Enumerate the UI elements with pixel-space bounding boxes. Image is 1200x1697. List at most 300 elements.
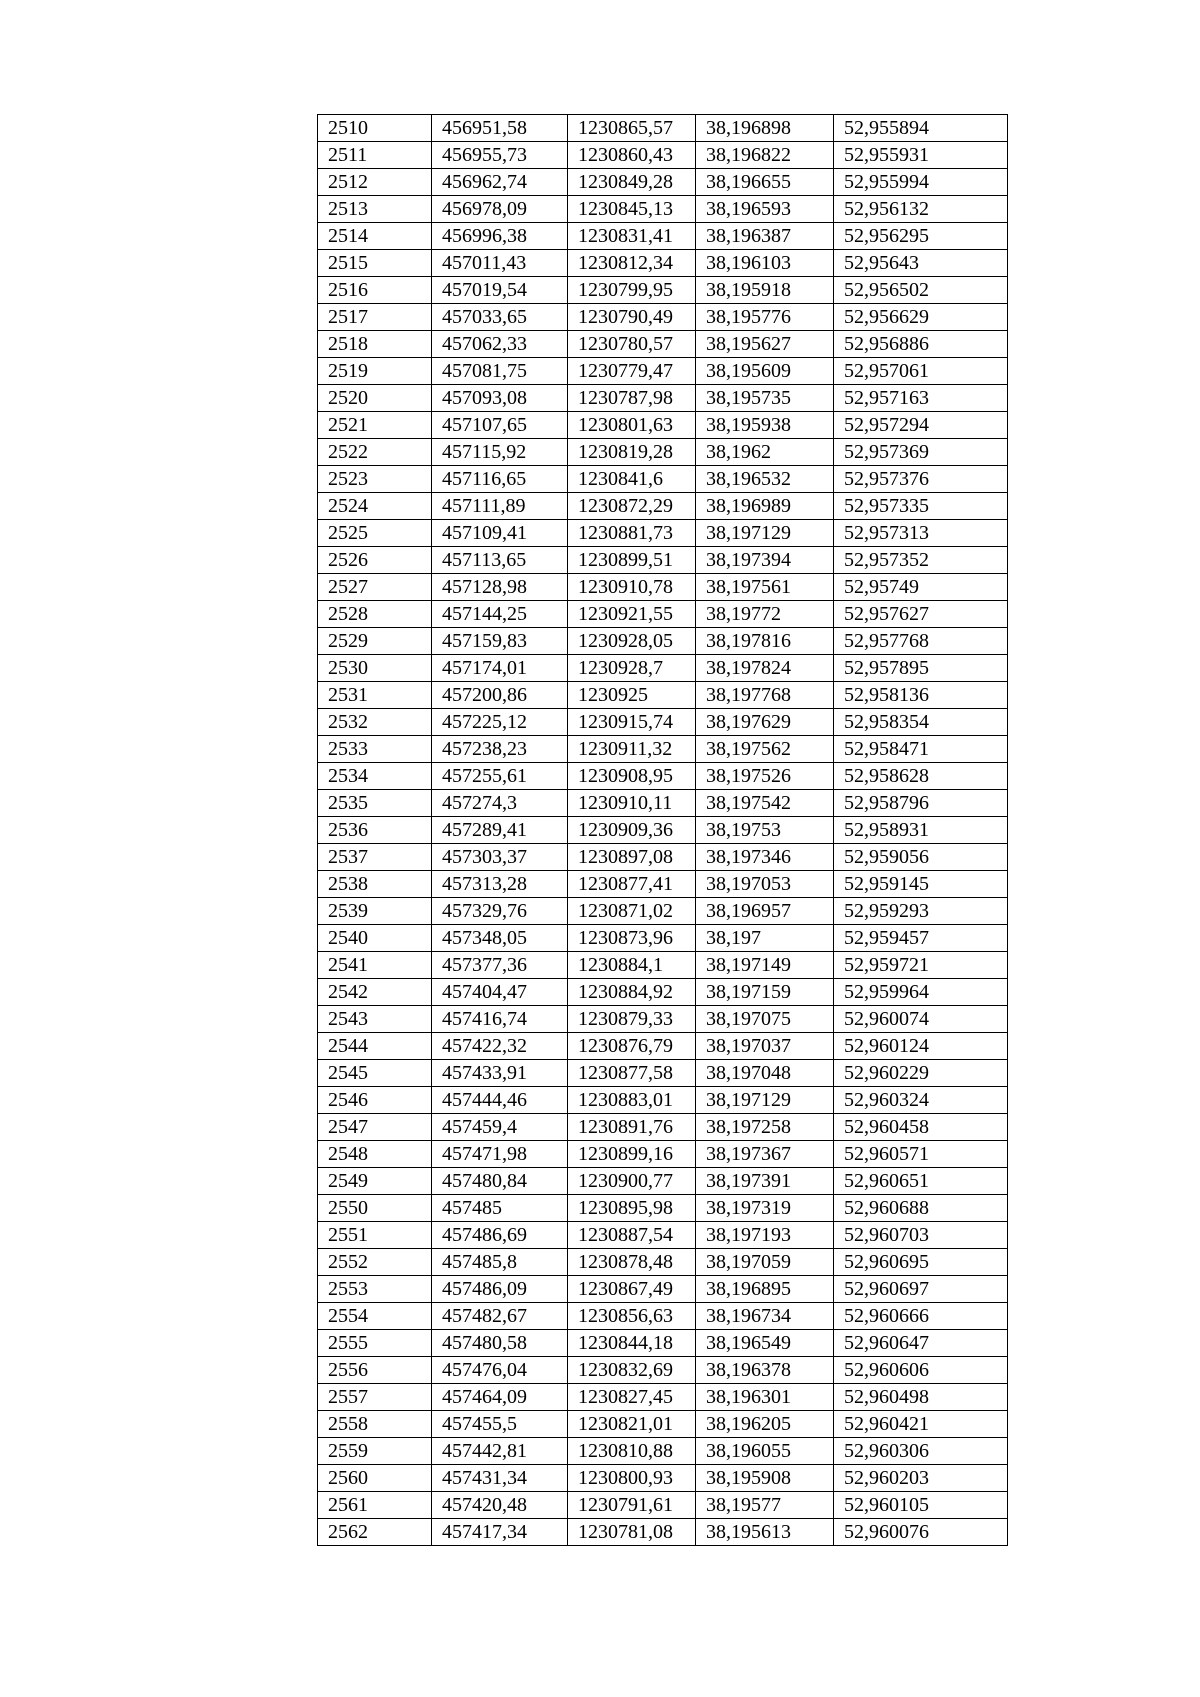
- longitude-cell: 38,1962: [696, 439, 834, 466]
- longitude-cell: 38,197367: [696, 1141, 834, 1168]
- x-coordinate-cell: 457455,5: [432, 1411, 568, 1438]
- longitude-cell: 38,195609: [696, 358, 834, 385]
- x-coordinate-cell: 457093,08: [432, 385, 568, 412]
- table-row: [318, 601, 1008, 628]
- latitude-cell: 52,957163: [834, 385, 1008, 412]
- latitude-cell: 52,960229: [834, 1060, 1008, 1087]
- point-number-cell: 2518: [318, 331, 432, 358]
- point-number-cell: 2530: [318, 655, 432, 682]
- x-coordinate-cell: 457482,67: [432, 1303, 568, 1330]
- longitude-cell: 38,195627: [696, 331, 834, 358]
- table-row: [318, 1492, 1008, 1519]
- point-number-cell: 2546: [318, 1087, 432, 1114]
- x-coordinate-cell: 457404,47: [432, 979, 568, 1006]
- longitude-cell: 38,197193: [696, 1222, 834, 1249]
- x-coordinate-cell: 457416,74: [432, 1006, 568, 1033]
- point-number-cell: 2540: [318, 925, 432, 952]
- x-coordinate-cell: 457476,04: [432, 1357, 568, 1384]
- table-row: [318, 115, 1008, 142]
- latitude-cell: 52,957627: [834, 601, 1008, 628]
- point-number-cell: 2534: [318, 763, 432, 790]
- x-coordinate-cell: 457417,34: [432, 1519, 568, 1546]
- x-coordinate-cell: 457174,01: [432, 655, 568, 682]
- x-coordinate-cell: 457348,05: [432, 925, 568, 952]
- table-row: [318, 1303, 1008, 1330]
- y-coordinate-cell: 1230790,49: [568, 304, 696, 331]
- y-coordinate-cell: 1230865,57: [568, 115, 696, 142]
- x-coordinate-cell: 457200,86: [432, 682, 568, 709]
- point-number-cell: 2527: [318, 574, 432, 601]
- table-row: [318, 439, 1008, 466]
- point-number-cell: 2533: [318, 736, 432, 763]
- longitude-cell: 38,197: [696, 925, 834, 952]
- latitude-cell: 52,956629: [834, 304, 1008, 331]
- y-coordinate-cell: 1230860,43: [568, 142, 696, 169]
- point-number-cell: 2556: [318, 1357, 432, 1384]
- latitude-cell: 52,960647: [834, 1330, 1008, 1357]
- latitude-cell: 52,960697: [834, 1276, 1008, 1303]
- x-coordinate-cell: 457485,8: [432, 1249, 568, 1276]
- x-coordinate-cell: 457377,36: [432, 952, 568, 979]
- table-row: [318, 736, 1008, 763]
- latitude-cell: 52,960651: [834, 1168, 1008, 1195]
- latitude-cell: 52,956502: [834, 277, 1008, 304]
- latitude-cell: 52,960076: [834, 1519, 1008, 1546]
- y-coordinate-cell: 1230779,47: [568, 358, 696, 385]
- latitude-cell: 52,957369: [834, 439, 1008, 466]
- table-row: [318, 1006, 1008, 1033]
- point-number-cell: 2558: [318, 1411, 432, 1438]
- latitude-cell: 52,960703: [834, 1222, 1008, 1249]
- table-row: [318, 1033, 1008, 1060]
- table-row: [318, 1087, 1008, 1114]
- x-coordinate-cell: 457303,37: [432, 844, 568, 871]
- longitude-cell: 38,196895: [696, 1276, 834, 1303]
- table-row: [318, 1195, 1008, 1222]
- latitude-cell: 52,960324: [834, 1087, 1008, 1114]
- y-coordinate-cell: 1230897,08: [568, 844, 696, 871]
- table-row: [318, 1114, 1008, 1141]
- table-row: [318, 169, 1008, 196]
- y-coordinate-cell: 1230887,54: [568, 1222, 696, 1249]
- x-coordinate-cell: 457113,65: [432, 547, 568, 574]
- table-row: [318, 1519, 1008, 1546]
- x-coordinate-cell: 457033,65: [432, 304, 568, 331]
- x-coordinate-cell: 457420,48: [432, 1492, 568, 1519]
- y-coordinate-cell: 1230879,33: [568, 1006, 696, 1033]
- table-row: [318, 331, 1008, 358]
- longitude-cell: 38,195938: [696, 412, 834, 439]
- y-coordinate-cell: 1230844,18: [568, 1330, 696, 1357]
- latitude-cell: 52,960124: [834, 1033, 1008, 1060]
- x-coordinate-cell: 456955,73: [432, 142, 568, 169]
- x-coordinate-cell: 457274,3: [432, 790, 568, 817]
- table-row: [318, 682, 1008, 709]
- point-number-cell: 2516: [318, 277, 432, 304]
- latitude-cell: 52,958796: [834, 790, 1008, 817]
- longitude-cell: 38,196822: [696, 142, 834, 169]
- x-coordinate-cell: 457471,98: [432, 1141, 568, 1168]
- longitude-cell: 38,195776: [696, 304, 834, 331]
- table-row: [318, 277, 1008, 304]
- latitude-cell: 52,959721: [834, 952, 1008, 979]
- y-coordinate-cell: 1230810,88: [568, 1438, 696, 1465]
- latitude-cell: 52,95749: [834, 574, 1008, 601]
- y-coordinate-cell: 1230787,98: [568, 385, 696, 412]
- y-coordinate-cell: 1230895,98: [568, 1195, 696, 1222]
- latitude-cell: 52,957294: [834, 412, 1008, 439]
- longitude-cell: 38,197319: [696, 1195, 834, 1222]
- x-coordinate-cell: 456951,58: [432, 115, 568, 142]
- table-row: [318, 385, 1008, 412]
- y-coordinate-cell: 1230799,95: [568, 277, 696, 304]
- latitude-cell: 52,955931: [834, 142, 1008, 169]
- y-coordinate-cell: 1230891,76: [568, 1114, 696, 1141]
- x-coordinate-cell: 457109,41: [432, 520, 568, 547]
- y-coordinate-cell: 1230925: [568, 682, 696, 709]
- table-row: [318, 817, 1008, 844]
- x-coordinate-cell: 457485: [432, 1195, 568, 1222]
- point-number-cell: 2521: [318, 412, 432, 439]
- point-number-cell: 2550: [318, 1195, 432, 1222]
- x-coordinate-cell: 457238,23: [432, 736, 568, 763]
- y-coordinate-cell: 1230911,32: [568, 736, 696, 763]
- longitude-cell: 38,197542: [696, 790, 834, 817]
- latitude-cell: 52,959457: [834, 925, 1008, 952]
- x-coordinate-cell: 457422,32: [432, 1033, 568, 1060]
- y-coordinate-cell: 1230845,13: [568, 196, 696, 223]
- table-row: [318, 1249, 1008, 1276]
- x-coordinate-cell: 457107,65: [432, 412, 568, 439]
- latitude-cell: 52,957313: [834, 520, 1008, 547]
- y-coordinate-cell: 1230832,69: [568, 1357, 696, 1384]
- point-number-cell: 2538: [318, 871, 432, 898]
- longitude-cell: 38,196378: [696, 1357, 834, 1384]
- y-coordinate-cell: 1230921,55: [568, 601, 696, 628]
- longitude-cell: 38,19753: [696, 817, 834, 844]
- point-number-cell: 2548: [318, 1141, 432, 1168]
- y-coordinate-cell: 1230780,57: [568, 331, 696, 358]
- longitude-cell: 38,197258: [696, 1114, 834, 1141]
- x-coordinate-cell: 457011,43: [432, 250, 568, 277]
- longitude-cell: 38,197037: [696, 1033, 834, 1060]
- longitude-cell: 38,196898: [696, 115, 834, 142]
- y-coordinate-cell: 1230884,92: [568, 979, 696, 1006]
- y-coordinate-cell: 1230900,77: [568, 1168, 696, 1195]
- latitude-cell: 52,959056: [834, 844, 1008, 871]
- x-coordinate-cell: 457431,34: [432, 1465, 568, 1492]
- table-row: [318, 925, 1008, 952]
- longitude-cell: 38,195908: [696, 1465, 834, 1492]
- longitude-cell: 38,197824: [696, 655, 834, 682]
- latitude-cell: 52,959145: [834, 871, 1008, 898]
- longitude-cell: 38,197129: [696, 520, 834, 547]
- longitude-cell: 38,197768: [696, 682, 834, 709]
- x-coordinate-cell: 457128,98: [432, 574, 568, 601]
- table-row: [318, 547, 1008, 574]
- x-coordinate-cell: 456962,74: [432, 169, 568, 196]
- y-coordinate-cell: 1230881,73: [568, 520, 696, 547]
- point-number-cell: 2553: [318, 1276, 432, 1303]
- x-coordinate-cell: 456996,38: [432, 223, 568, 250]
- table-row: [318, 709, 1008, 736]
- point-number-cell: 2541: [318, 952, 432, 979]
- latitude-cell: 52,959293: [834, 898, 1008, 925]
- longitude-cell: 38,197053: [696, 871, 834, 898]
- longitude-cell: 38,197816: [696, 628, 834, 655]
- x-coordinate-cell: 457464,09: [432, 1384, 568, 1411]
- latitude-cell: 52,960688: [834, 1195, 1008, 1222]
- point-number-cell: 2517: [318, 304, 432, 331]
- y-coordinate-cell: 1230821,01: [568, 1411, 696, 1438]
- table-row: [318, 250, 1008, 277]
- longitude-cell: 38,197149: [696, 952, 834, 979]
- y-coordinate-cell: 1230872,29: [568, 493, 696, 520]
- point-number-cell: 2511: [318, 142, 432, 169]
- longitude-cell: 38,196532: [696, 466, 834, 493]
- latitude-cell: 52,957768: [834, 628, 1008, 655]
- point-number-cell: 2547: [318, 1114, 432, 1141]
- longitude-cell: 38,196301: [696, 1384, 834, 1411]
- longitude-cell: 38,19772: [696, 601, 834, 628]
- table-row: [318, 493, 1008, 520]
- latitude-cell: 52,957895: [834, 655, 1008, 682]
- latitude-cell: 52,957061: [834, 358, 1008, 385]
- y-coordinate-cell: 1230867,49: [568, 1276, 696, 1303]
- table-row: [318, 304, 1008, 331]
- longitude-cell: 38,197526: [696, 763, 834, 790]
- point-number-cell: 2515: [318, 250, 432, 277]
- point-number-cell: 2554: [318, 1303, 432, 1330]
- latitude-cell: 52,960105: [834, 1492, 1008, 1519]
- latitude-cell: 52,960074: [834, 1006, 1008, 1033]
- latitude-cell: 52,960571: [834, 1141, 1008, 1168]
- point-number-cell: 2526: [318, 547, 432, 574]
- y-coordinate-cell: 1230841,6: [568, 466, 696, 493]
- longitude-cell: 38,196055: [696, 1438, 834, 1465]
- table-row: [318, 1168, 1008, 1195]
- latitude-cell: 52,960498: [834, 1384, 1008, 1411]
- table-row: [318, 952, 1008, 979]
- y-coordinate-cell: 1230819,28: [568, 439, 696, 466]
- y-coordinate-cell: 1230908,95: [568, 763, 696, 790]
- latitude-cell: 52,958628: [834, 763, 1008, 790]
- point-number-cell: 2535: [318, 790, 432, 817]
- x-coordinate-cell: 457289,41: [432, 817, 568, 844]
- longitude-cell: 38,196655: [696, 169, 834, 196]
- y-coordinate-cell: 1230800,93: [568, 1465, 696, 1492]
- y-coordinate-cell: 1230827,45: [568, 1384, 696, 1411]
- latitude-cell: 52,960666: [834, 1303, 1008, 1330]
- point-number-cell: 2519: [318, 358, 432, 385]
- latitude-cell: 52,959964: [834, 979, 1008, 1006]
- point-number-cell: 2544: [318, 1033, 432, 1060]
- y-coordinate-cell: 1230877,41: [568, 871, 696, 898]
- table-row: [318, 1276, 1008, 1303]
- latitude-cell: 52,957376: [834, 466, 1008, 493]
- coordinates-table: [317, 114, 1008, 1546]
- table-row: [318, 790, 1008, 817]
- point-number-cell: 2520: [318, 385, 432, 412]
- latitude-cell: 52,960203: [834, 1465, 1008, 1492]
- y-coordinate-cell: 1230812,34: [568, 250, 696, 277]
- table-row: [318, 1411, 1008, 1438]
- longitude-cell: 38,195918: [696, 277, 834, 304]
- y-coordinate-cell: 1230915,74: [568, 709, 696, 736]
- longitude-cell: 38,196989: [696, 493, 834, 520]
- x-coordinate-cell: 457480,58: [432, 1330, 568, 1357]
- latitude-cell: 52,960421: [834, 1411, 1008, 1438]
- point-number-cell: 2562: [318, 1519, 432, 1546]
- longitude-cell: 38,196205: [696, 1411, 834, 1438]
- table-row: [318, 1465, 1008, 1492]
- point-number-cell: 2512: [318, 169, 432, 196]
- x-coordinate-cell: 457480,84: [432, 1168, 568, 1195]
- point-number-cell: 2539: [318, 898, 432, 925]
- point-number-cell: 2551: [318, 1222, 432, 1249]
- point-number-cell: 2524: [318, 493, 432, 520]
- longitude-cell: 38,196957: [696, 898, 834, 925]
- point-number-cell: 2561: [318, 1492, 432, 1519]
- longitude-cell: 38,197562: [696, 736, 834, 763]
- table-row: [318, 898, 1008, 925]
- latitude-cell: 52,958931: [834, 817, 1008, 844]
- y-coordinate-cell: 1230871,02: [568, 898, 696, 925]
- x-coordinate-cell: 457486,69: [432, 1222, 568, 1249]
- table-row: [318, 358, 1008, 385]
- latitude-cell: 52,956886: [834, 331, 1008, 358]
- longitude-cell: 38,197346: [696, 844, 834, 871]
- longitude-cell: 38,195735: [696, 385, 834, 412]
- longitude-cell: 38,197075: [696, 1006, 834, 1033]
- point-number-cell: 2510: [318, 115, 432, 142]
- y-coordinate-cell: 1230877,58: [568, 1060, 696, 1087]
- longitude-cell: 38,196593: [696, 196, 834, 223]
- table-row: [318, 979, 1008, 1006]
- point-number-cell: 2543: [318, 1006, 432, 1033]
- table-row: [318, 1330, 1008, 1357]
- x-coordinate-cell: 457116,65: [432, 466, 568, 493]
- latitude-cell: 52,95643: [834, 250, 1008, 277]
- x-coordinate-cell: 457444,46: [432, 1087, 568, 1114]
- table-row: [318, 574, 1008, 601]
- x-coordinate-cell: 457062,33: [432, 331, 568, 358]
- point-number-cell: 2537: [318, 844, 432, 871]
- point-number-cell: 2542: [318, 979, 432, 1006]
- table-row: [318, 1384, 1008, 1411]
- x-coordinate-cell: 457115,92: [432, 439, 568, 466]
- point-number-cell: 2555: [318, 1330, 432, 1357]
- longitude-cell: 38,197048: [696, 1060, 834, 1087]
- latitude-cell: 52,958136: [834, 682, 1008, 709]
- y-coordinate-cell: 1230884,1: [568, 952, 696, 979]
- point-number-cell: 2529: [318, 628, 432, 655]
- table-row: [318, 412, 1008, 439]
- table-row: [318, 196, 1008, 223]
- longitude-cell: 38,196103: [696, 250, 834, 277]
- longitude-cell: 38,196549: [696, 1330, 834, 1357]
- x-coordinate-cell: 457329,76: [432, 898, 568, 925]
- table-row: [318, 1438, 1008, 1465]
- longitude-cell: 38,196734: [696, 1303, 834, 1330]
- point-number-cell: 2560: [318, 1465, 432, 1492]
- longitude-cell: 38,197391: [696, 1168, 834, 1195]
- x-coordinate-cell: 457081,75: [432, 358, 568, 385]
- longitude-cell: 38,196387: [696, 223, 834, 250]
- table-row: [318, 844, 1008, 871]
- longitude-cell: 38,195613: [696, 1519, 834, 1546]
- y-coordinate-cell: 1230849,28: [568, 169, 696, 196]
- x-coordinate-cell: 457313,28: [432, 871, 568, 898]
- table-row: [318, 763, 1008, 790]
- y-coordinate-cell: 1230899,16: [568, 1141, 696, 1168]
- longitude-cell: 38,19577: [696, 1492, 834, 1519]
- y-coordinate-cell: 1230801,63: [568, 412, 696, 439]
- y-coordinate-cell: 1230899,51: [568, 547, 696, 574]
- table-row: [318, 628, 1008, 655]
- point-number-cell: 2536: [318, 817, 432, 844]
- y-coordinate-cell: 1230883,01: [568, 1087, 696, 1114]
- x-coordinate-cell: 457159,83: [432, 628, 568, 655]
- x-coordinate-cell: 457433,91: [432, 1060, 568, 1087]
- y-coordinate-cell: 1230791,61: [568, 1492, 696, 1519]
- table-row: [318, 520, 1008, 547]
- x-coordinate-cell: 457111,89: [432, 493, 568, 520]
- x-coordinate-cell: 457019,54: [432, 277, 568, 304]
- point-number-cell: 2528: [318, 601, 432, 628]
- latitude-cell: 52,956295: [834, 223, 1008, 250]
- point-number-cell: 2532: [318, 709, 432, 736]
- latitude-cell: 52,955894: [834, 115, 1008, 142]
- longitude-cell: 38,197159: [696, 979, 834, 1006]
- x-coordinate-cell: 457225,12: [432, 709, 568, 736]
- point-number-cell: 2525: [318, 520, 432, 547]
- table-row: [318, 1060, 1008, 1087]
- point-number-cell: 2545: [318, 1060, 432, 1087]
- latitude-cell: 52,955994: [834, 169, 1008, 196]
- latitude-cell: 52,958471: [834, 736, 1008, 763]
- point-number-cell: 2513: [318, 196, 432, 223]
- y-coordinate-cell: 1230910,11: [568, 790, 696, 817]
- latitude-cell: 52,956132: [834, 196, 1008, 223]
- table-row: [318, 871, 1008, 898]
- x-coordinate-cell: 457144,25: [432, 601, 568, 628]
- y-coordinate-cell: 1230873,96: [568, 925, 696, 952]
- coordinates-table-body: [318, 115, 1008, 1546]
- longitude-cell: 38,197561: [696, 574, 834, 601]
- point-number-cell: 2552: [318, 1249, 432, 1276]
- longitude-cell: 38,197394: [696, 547, 834, 574]
- point-number-cell: 2522: [318, 439, 432, 466]
- y-coordinate-cell: 1230909,36: [568, 817, 696, 844]
- longitude-cell: 38,197129: [696, 1087, 834, 1114]
- latitude-cell: 52,957335: [834, 493, 1008, 520]
- y-coordinate-cell: 1230876,79: [568, 1033, 696, 1060]
- x-coordinate-cell: 457442,81: [432, 1438, 568, 1465]
- x-coordinate-cell: 457459,4: [432, 1114, 568, 1141]
- point-number-cell: 2514: [318, 223, 432, 250]
- point-number-cell: 2523: [318, 466, 432, 493]
- y-coordinate-cell: 1230878,48: [568, 1249, 696, 1276]
- latitude-cell: 52,960458: [834, 1114, 1008, 1141]
- y-coordinate-cell: 1230856,63: [568, 1303, 696, 1330]
- y-coordinate-cell: 1230910,78: [568, 574, 696, 601]
- latitude-cell: 52,960306: [834, 1438, 1008, 1465]
- y-coordinate-cell: 1230831,41: [568, 223, 696, 250]
- table-row: [318, 655, 1008, 682]
- x-coordinate-cell: 457255,61: [432, 763, 568, 790]
- longitude-cell: 38,197059: [696, 1249, 834, 1276]
